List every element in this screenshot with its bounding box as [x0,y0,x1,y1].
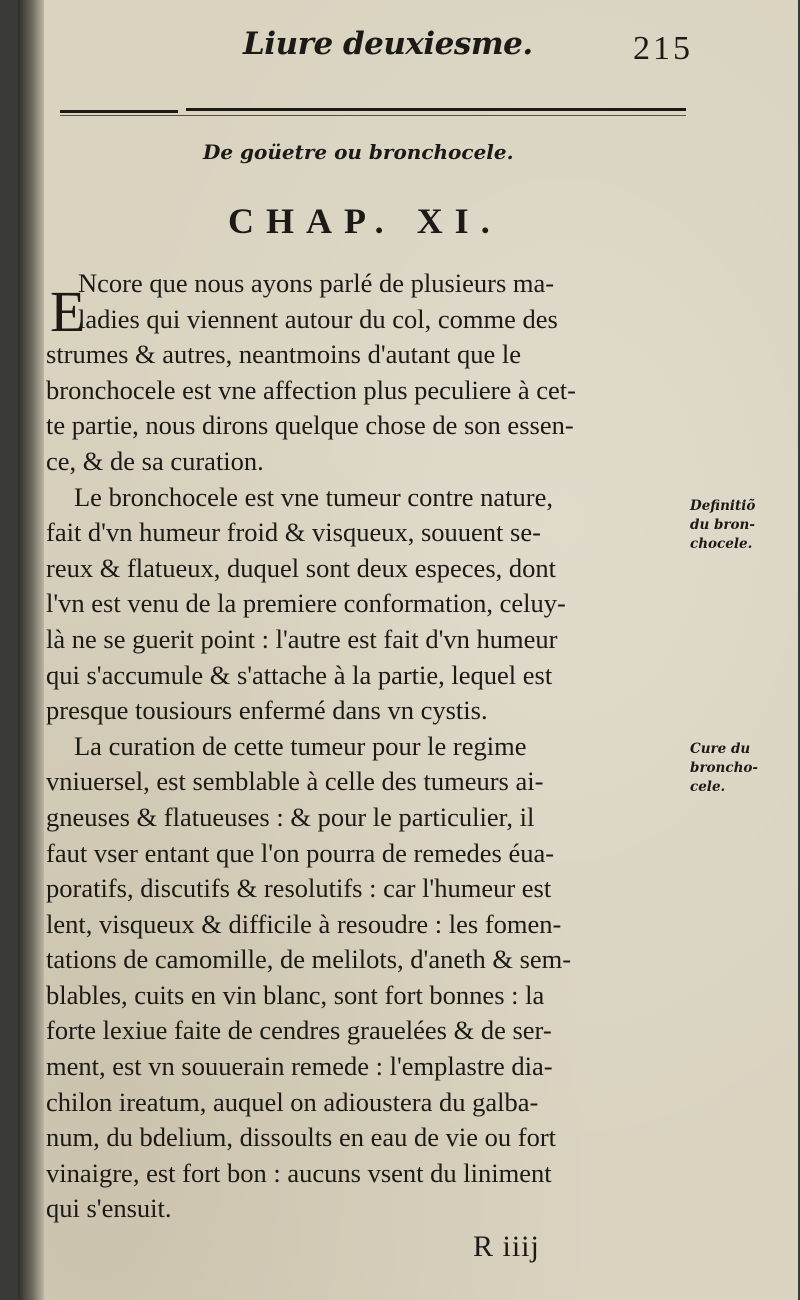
text-line: forte lexiue faite de cendres grauelées & de ser- [46,1015,552,1046]
text-line: reux & flatueux, duquel sont deux especes, dont [46,552,556,583]
chapter-number: XI. [416,201,502,241]
chapter-heading [228,200,502,242]
margin-note-line: broncho- [690,760,759,776]
text-line: gneuses & flatueuses : & pour le particulier, il [46,801,535,832]
margin-note-line: Cure du [690,741,751,757]
margin-note-line: cele. [690,779,726,795]
text-line: Le bronchocele est vne tumeur contre nature, [74,481,553,512]
text-line: num, du bdelium, dissoults en eau de vie ou fort [46,1122,557,1153]
book-page [18,0,798,1300]
margin-note-cure [690,740,800,797]
section-title: De goüetre ou bronchocele. [203,140,514,164]
text-line: poratifs, discutifs & resolutifs : car l'humeur est [46,873,552,904]
text-line: vniuersel, est semblable à celle des tumeurs ai- [46,766,544,797]
chapter-label: CHAP. [228,201,396,241]
text-line: blables, cuits en vin blanc, sont fort bonnes : la [46,979,545,1010]
margin-note-line: du bron- [690,517,755,533]
margin-note-line: chocele. [690,536,753,552]
body-text [46,266,706,1227]
text-line: La curation de cette tumeur pour le regime [74,730,527,761]
signature-mark: R iiij [473,1230,540,1263]
drop-cap: E [50,279,86,344]
book-gutter [18,0,44,1300]
text-line: faut vser entant que l'on pourra de remedes éua- [46,837,555,868]
text-line: chilon ireatum, auquel on adioustera du galba- [46,1086,539,1117]
text-line: strumes & autres, neantmoins d'autant que le [46,339,522,370]
text-line: lent, visqueux & difficile à resoudre : les fomen- [46,908,562,939]
text-line: ce, & de sa curation. [46,445,264,476]
header-rule-right [186,108,686,111]
text-line: là ne se guerit point : l'autre est fait d'vn humeur [46,623,558,654]
text-line: qui s'accumule & s'attache à la partie, lequel est [46,659,553,690]
header-rule-thin [60,115,686,116]
header-rule-left [60,110,178,113]
text-line: ment, est vn souuerain remede : l'emplastre dia- [46,1051,553,1082]
page-number: 215 [633,30,693,67]
text-line: ladies qui viennent autour du col, comme des [78,303,558,334]
text-line: tations de camomille, de melilots, d'aneth & sem- [46,944,572,975]
margin-note-line: Definitiõ [690,498,756,514]
text-line: Ncore que nous ayons parlé de plusieurs ma- [78,268,555,298]
text-line: presque tousiours enfermé dans vn cystis. [46,695,488,726]
text-line: bronchocele est vne affection plus peculiere à cet- [46,374,576,405]
text-line: te partie, nous dirons quelque chose de son essen- [46,410,574,441]
text-line: l'vn est venu de la premiere conformation, celuy- [46,588,566,619]
text-line: vinaigre, est fort bon : aucuns vsent du liniment [46,1157,552,1188]
running-head: Liure deuxiesme. [243,26,533,62]
margin-note-definition [690,497,800,554]
text-line: qui s'ensuit. [46,1193,172,1224]
text-line: fait d'vn humeur froid & visqueux, souuent se- [46,517,541,548]
